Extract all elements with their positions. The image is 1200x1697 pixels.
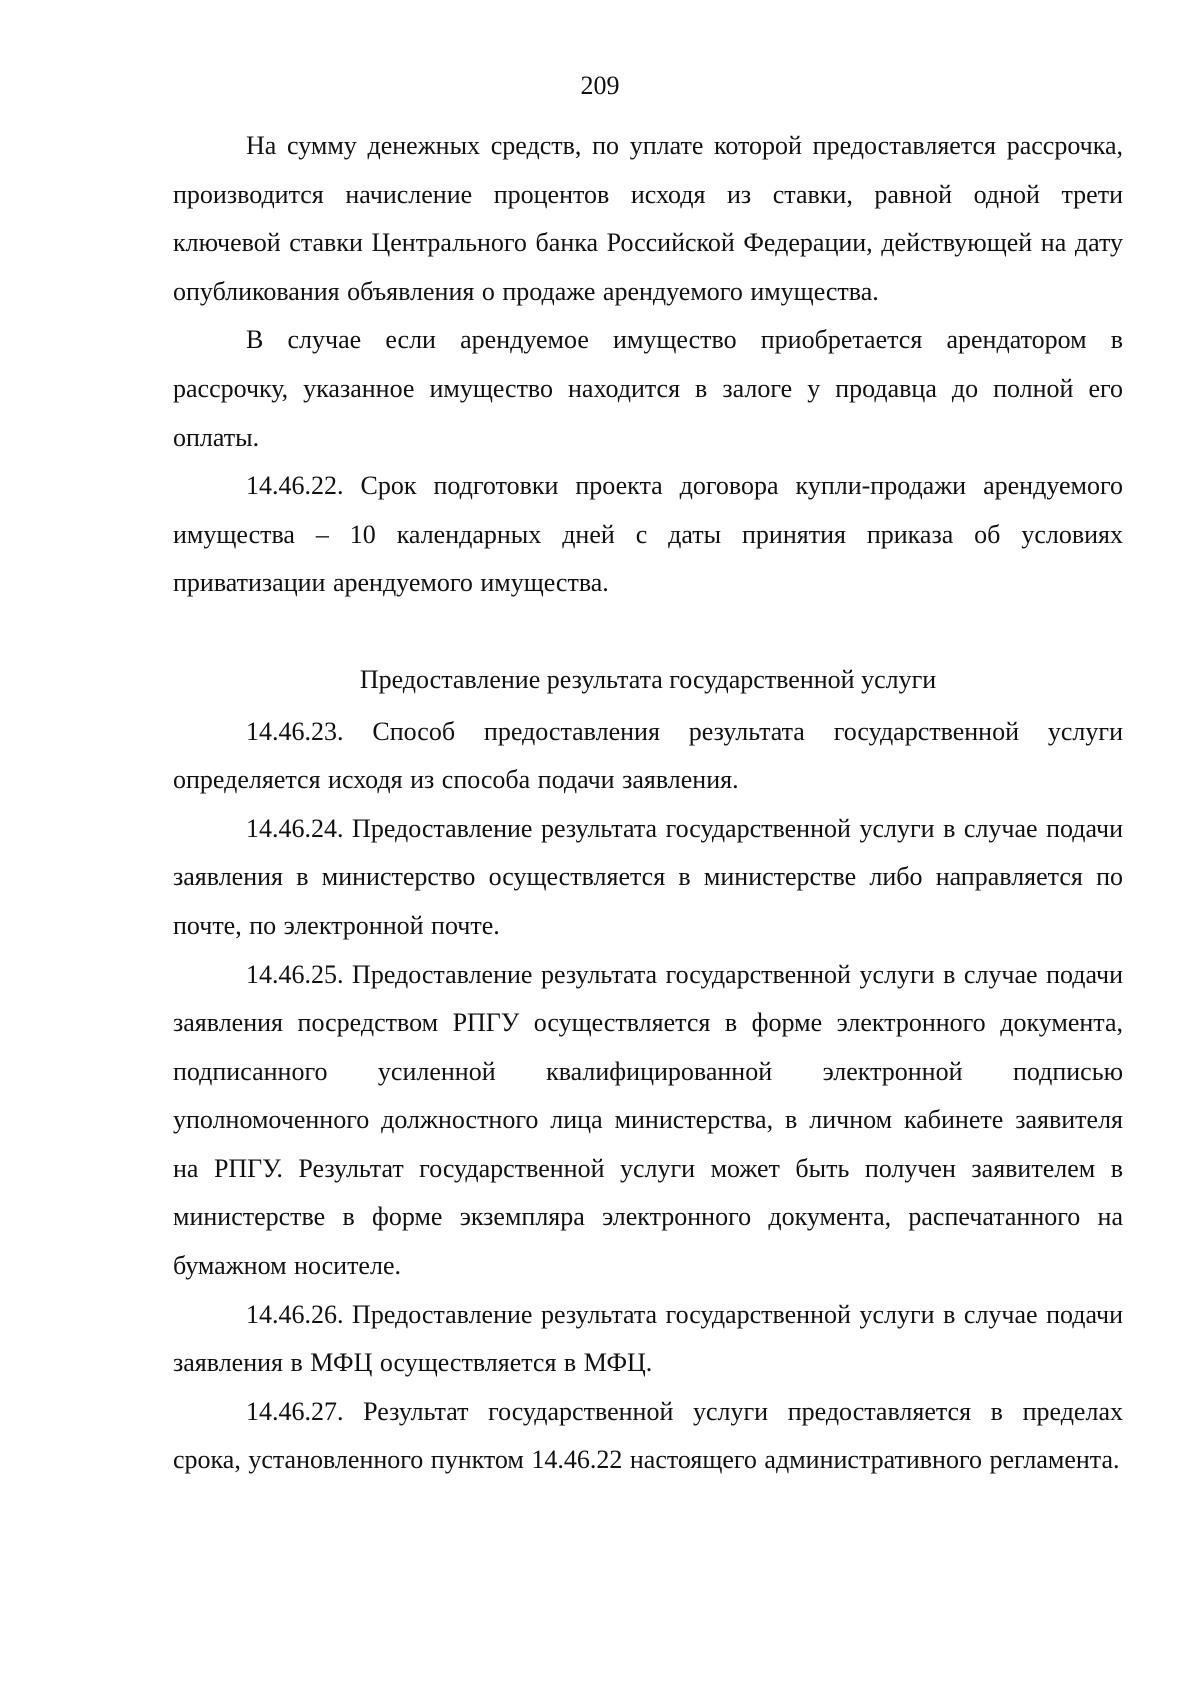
paragraph-14-46-27: 14.46.27. Результат государственной услуги предоставляется в пределах срока, установленного пунктом 14.46.22 настоящего административного регламента. xyxy=(173,1396,1123,1475)
paragraph-interest-accrual: На сумму денежных средств, по уплате которой предоставляется рассрочка, производится начисление процентов исходя из ставки, равной одной трети ключевой ставки Центрального банка Российской Федерации, действующей на дату опубликования объявления о продаже арендуемого имущества. xyxy=(173,131,1123,306)
paragraph-14-46-26: 14.46.26. Предоставление результата государственной услуги в случае подачи заявления в МФЦ осуществляется в МФЦ. xyxy=(173,1299,1123,1378)
paragraph-14-46-23: 14.46.23. Способ предоставления результата государственной услуги определяется исходя из способа подачи заявления. xyxy=(173,716,1123,795)
section-heading: Предоставление результата государственной услуги xyxy=(359,664,937,694)
paragraph-14-46-25: 14.46.25. Предоставление результата государственной услуги в случае подачи заявления посредством РПГУ осуществляется в форме электронного документа, подписанного усиленной квалифицированной электронной подписью уполномоченного должностного лица министерства, в личном кабинете заявителя на РПГУ. Результат государственной услуги может быть получен заявителем в министерстве в форме экземпляра электронного документа, распечатанного на бумажном носителе. xyxy=(173,959,1123,1281)
page-number: 209 xyxy=(580,71,620,100)
paragraph-14-46-24: 14.46.24. Предоставление результата государственной услуги в случае подачи заявления в министерство осуществляется в министерстве либо направляется по почте, по электронной почте. xyxy=(173,813,1123,940)
paragraph-14-46-22: 14.46.22. Срок подготовки проекта договора купли-продажи арендуемого имущества – 10 календарных дней с даты принятия приказа об условиях приватизации арендуемого имущества. xyxy=(173,471,1123,598)
document-body xyxy=(173,122,1123,1485)
paragraph-installment-pledge: В случае если арендуемое имущество приобретается арендатором в рассрочку, указанное имущество находится в залоге у продавца до полной его оплаты. xyxy=(173,325,1123,452)
